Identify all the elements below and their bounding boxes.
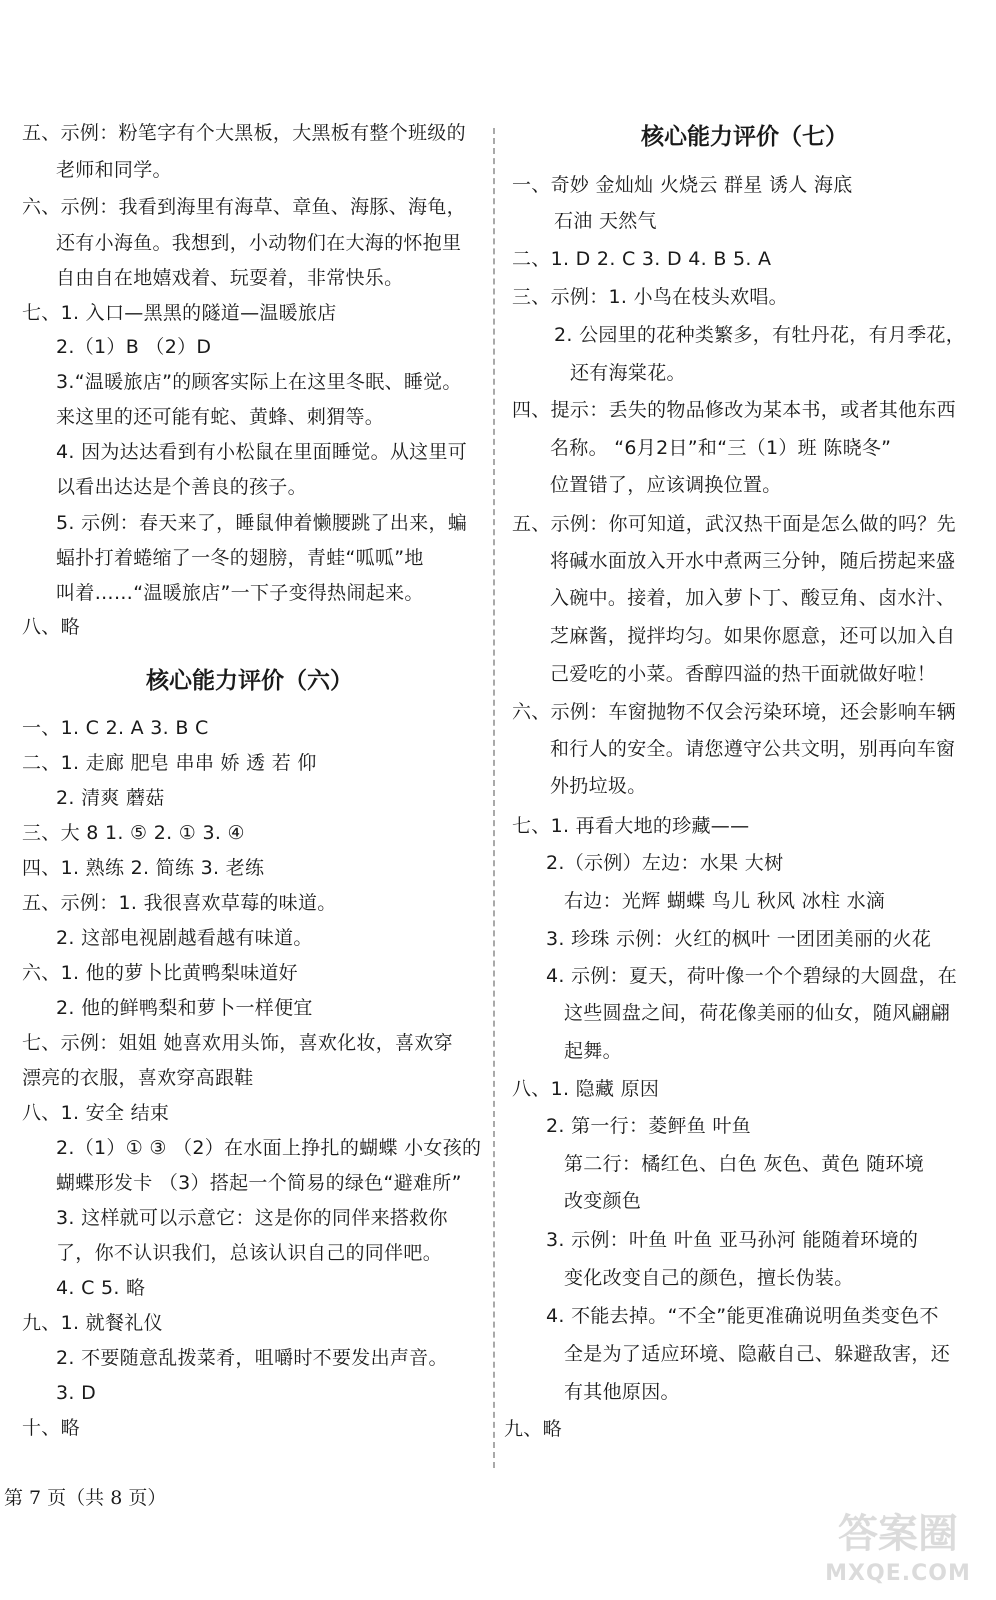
answer-line: 二、1. D 2. C 3. D 4. B 5. A xyxy=(512,248,772,270)
watermark-logo xyxy=(808,1510,988,1594)
column-divider xyxy=(493,128,495,1468)
answer-line: 右边：光辉 蝴蝶 鸟儿 秋风 冰柱 水滴 xyxy=(564,890,886,912)
answer-line: 和行人的安全。请您遵守公共文明，别再向车窗 xyxy=(550,738,956,760)
answer-line: 位置错了，应该调换位置。 xyxy=(550,474,782,496)
answer-line: 3. D xyxy=(56,1382,96,1404)
answer-line: 3. 示例：叶鱼 叶鱼 亚马孙河 能随着环境的 xyxy=(546,1229,919,1251)
answer-line: 三、示例：1. 小鸟在枝头欢唱。 xyxy=(512,286,788,308)
answer-line: 自由自在地嬉戏着、玩耍着，非常快乐。 xyxy=(56,267,404,289)
answer-line: 一、1. C 2. A 3. B C xyxy=(22,717,209,739)
answer-line: 蝴蝶形发卡 （3）搭起一个简易的绿色“避难所” xyxy=(56,1172,462,1194)
answer-line: 二、1. 走廊 肥皂 串串 娇 透 若 仰 xyxy=(22,752,317,774)
answer-line: 己爱吃的小菜。香醇四溢的热干面就做好啦！ xyxy=(550,663,937,685)
answer-line: 叫着……“温暖旅店”一下子变得热闹起来。 xyxy=(56,582,424,604)
answer-line: 石油 天然气 xyxy=(554,210,657,232)
answer-line: 2. 他的鲜鸭梨和萝卜一样便宜 xyxy=(56,997,313,1019)
answer-line: 2. 第一行：菱鲆鱼 叶鱼 xyxy=(546,1115,752,1137)
answer-line: 六、1. 他的萝卜比黄鸭梨味道好 xyxy=(22,962,298,984)
answer-line: 漂亮的衣服，喜欢穿高跟鞋 xyxy=(22,1067,254,1089)
answer-line: 七、1. 入口—黑黑的隧道—温暖旅店 xyxy=(22,302,337,324)
answer-line: 将碱水面放入开水中煮两三分钟，随后捞起来盛 xyxy=(550,550,956,572)
answer-line: 五、示例：你可知道，武汉热干面是怎么做的吗？先 xyxy=(512,513,956,535)
answer-line: 2. 清爽 蘑菇 xyxy=(56,787,165,809)
answer-line: 4. C 5. 略 xyxy=(56,1277,146,1299)
answer-line: 外扔垃圾。 xyxy=(550,775,647,797)
answer-line: 起舞。 xyxy=(564,1040,622,1062)
answer-line: 五、示例：粉笔字有个大黑板，大黑板有整个班级的 xyxy=(22,122,466,144)
answer-line: 六、示例：车窗抛物不仅会污染环境，还会影响车辆 xyxy=(512,701,956,723)
answer-line: 4. 因为达达看到有小松鼠在里面睡觉。从这里可 xyxy=(56,441,468,463)
answer-line: 入碗中。接着，加入萝卜丁、酸豆角、卤水汁、 xyxy=(550,587,956,609)
answer-line: 九、略 xyxy=(504,1418,562,1440)
answer-line: 八、1. 隐藏 原因 xyxy=(512,1078,660,1100)
section-title: 核心能力评价（六） xyxy=(146,668,353,694)
answer-line: 这些圆盘之间，荷花像美丽的仙女，随风翩翩 xyxy=(564,1002,951,1024)
answer-line: 2. 这部电视剧越看越有味道。 xyxy=(56,927,313,949)
answer-line: 八、1. 安全 结束 xyxy=(22,1102,170,1124)
answer-line: 六、示例：我看到海里有海草、章鱼、海豚、海龟， xyxy=(22,196,466,218)
answer-line: 名称。 “6月2日”和“三（1）班 陈晓冬” xyxy=(550,437,892,459)
answer-line: 八、略 xyxy=(22,616,80,638)
watermark-text: 答案圈 xyxy=(838,1511,958,1557)
answer-line: 3. 珍珠 示例：火红的枫叶 一团团美丽的火花 xyxy=(546,928,932,950)
answer-line: 4. 示例：夏天，荷叶像一个个碧绿的大圆盘，在 xyxy=(546,965,958,987)
answer-line: 九、1. 就餐礼仪 xyxy=(22,1312,163,1334)
answer-line: 来这里的还可能有蛇、黄蜂、刺猬等。 xyxy=(56,406,385,428)
page-number: 第 7 页（共 8 页） xyxy=(4,1487,167,1509)
answer-line: 老师和同学。 xyxy=(56,159,172,181)
answer-line: 以看出达达是个善良的孩子。 xyxy=(56,476,307,498)
answer-line: 四、1. 熟练 2. 简练 3. 老练 xyxy=(22,857,265,879)
answer-line: 改变颜色 xyxy=(564,1190,642,1212)
section-title: 核心能力评价（七） xyxy=(641,124,848,150)
answer-line: 3. 这样就可以示意它：这是你的同伴来搭救你 xyxy=(56,1207,448,1229)
answer-line: 蝠扑打着蜷缩了一冬的翅膀，青蛙“呱呱”地 xyxy=(56,547,424,569)
answer-line: 2.（示例）左边：水果 大树 xyxy=(546,852,784,874)
answer-line: 还有海棠花。 xyxy=(570,362,686,384)
answer-line: 第二行：橘红色、白色 灰色、黄色 随环境 xyxy=(564,1153,925,1175)
answer-line: 3.“温暖旅店”的顾客实际上在这里冬眠、睡觉。 xyxy=(56,371,462,393)
answer-line: 2.（1）① ③ （2）在水面上挣扎的蝴蝶 小女孩的 xyxy=(56,1137,482,1159)
answer-line: 五、示例：1. 我很喜欢草莓的味道。 xyxy=(22,892,337,914)
answer-line: 七、1. 再看大地的珍藏—— xyxy=(512,815,750,837)
answer-line: 了，你不认识我们，总该认识自己的同伴吧。 xyxy=(56,1242,443,1264)
answer-line: 有其他原因。 xyxy=(564,1381,680,1403)
answer-line: 还有小海鱼。我想到，小动物们在大海的怀抱里 xyxy=(56,232,462,254)
answer-line: 芝麻酱，搅拌均匀。如果你愿意，还可以加入自 xyxy=(550,625,956,647)
answer-line: 5. 示例：春天来了，睡鼠伸着懒腰跳了出来，蝙 xyxy=(56,512,468,534)
answer-line: 2.（1）B （2）D xyxy=(56,336,212,358)
answer-line: 十、略 xyxy=(22,1417,80,1439)
answer-line: 全是为了适应环境、隐蔽自己、躲避敌害，还 xyxy=(564,1343,951,1365)
answer-line: 三、大 8 1. ⑤ 2. ① 3. ④ xyxy=(22,822,245,844)
answer-line: 2. 公园里的花种类繁多，有牡丹花，有月季花， xyxy=(554,324,966,346)
answer-line: 七、示例：姐姐 她喜欢用头饰，喜欢化妆，喜欢穿 xyxy=(22,1032,453,1054)
answer-line: 四、提示：丢失的物品修改为某本书，或者其他东西 xyxy=(512,399,956,421)
watermark-url: MXQE.COM xyxy=(825,1561,971,1586)
answer-line: 变化改变自己的颜色，擅长伪装。 xyxy=(564,1267,854,1289)
answer-line: 一、奇妙 金灿灿 火烧云 群星 诱人 海底 xyxy=(512,174,853,196)
answer-line: 4. 不能去掉。“不全”能更准确说明鱼类变色不 xyxy=(546,1305,939,1327)
answer-line: 2. 不要随意乱拨菜肴，咀嚼时不要发出声音。 xyxy=(56,1347,448,1369)
